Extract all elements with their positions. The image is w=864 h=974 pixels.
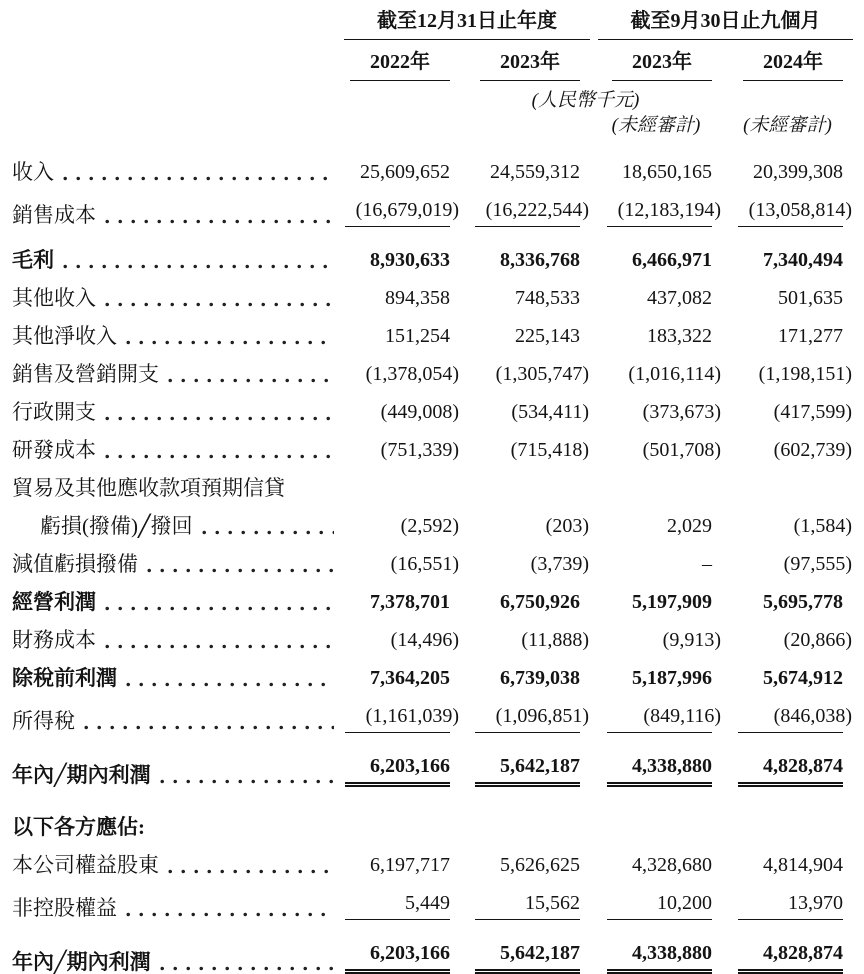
value-cell <box>344 363 460 386</box>
cell-value: 4,814,904 <box>763 854 843 876</box>
unaudited-note-2023: (未經審計) <box>611 115 701 136</box>
cell-value: (751,339) <box>380 439 459 461</box>
cell-value: 4,828,874 <box>763 942 843 964</box>
cell-value: 13,970 <box>788 892 843 914</box>
dot-leader <box>160 779 334 784</box>
table-row <box>12 477 864 500</box>
value-cell <box>722 363 853 386</box>
table-row <box>12 199 864 227</box>
cell-value: 6,466,971 <box>632 249 712 271</box>
value-cell <box>722 705 853 733</box>
cell-value: (1,584) <box>793 515 852 537</box>
value-cell <box>460 553 590 576</box>
value-cell <box>460 401 590 424</box>
cell-value: 171,277 <box>778 325 843 347</box>
cell-value: (16,679,019) <box>355 199 459 221</box>
table-row <box>12 892 864 920</box>
value-cell <box>722 854 853 877</box>
statement-rows <box>12 161 864 974</box>
row-label: 其他淨收入 <box>12 324 117 348</box>
cell-value: (373,673) <box>642 401 721 423</box>
value-cell <box>344 401 460 424</box>
cell-value: (3,739) <box>530 553 589 575</box>
dot-leader <box>105 219 334 224</box>
value-cell <box>344 287 460 310</box>
cell-value: (16,222,544) <box>485 199 589 221</box>
row-label: 行政開支 <box>12 400 96 424</box>
dot-leader <box>126 682 334 687</box>
cell-value: 5,626,625 <box>500 854 580 876</box>
cell-value: 5,674,912 <box>763 667 843 689</box>
year-column-2023-interim: 2023年 <box>612 51 712 81</box>
cell-value: 5,187,996 <box>632 667 712 689</box>
value-cell <box>590 325 722 348</box>
value-cell <box>460 249 590 272</box>
value-cell <box>460 591 590 614</box>
row-label: 非控股權益 <box>12 896 117 920</box>
period-group-header-row <box>12 10 864 40</box>
value-cell <box>590 892 722 920</box>
period-group-annual <box>344 10 590 40</box>
dot-leader <box>63 176 334 181</box>
value-cell <box>344 705 460 733</box>
value-cell <box>722 553 853 576</box>
cell-value: (11,888) <box>521 629 589 651</box>
year-header-row <box>12 51 864 81</box>
table-row <box>12 942 864 974</box>
cell-value: 501,635 <box>778 287 843 309</box>
cell-value: (9,913) <box>662 629 721 651</box>
value-cell <box>590 591 722 614</box>
dot-leader <box>168 378 334 383</box>
year-column-2023: 2023年 <box>480 51 580 81</box>
value-cell <box>590 854 722 877</box>
value-cell <box>722 401 853 424</box>
cell-value: (417,599) <box>773 401 852 423</box>
year-column-2024-interim: 2024年 <box>743 51 843 81</box>
value-cell <box>344 629 460 652</box>
value-cell <box>460 854 590 877</box>
row-label: 經營利潤 <box>12 590 96 614</box>
value-cell <box>722 755 853 787</box>
dot-leader <box>202 530 334 535</box>
cell-value: 18,650,165 <box>622 161 712 183</box>
cell-value: (602,739) <box>773 439 852 461</box>
value-cell <box>590 755 722 787</box>
currency-unit-note: (人民幣千元) <box>531 90 640 111</box>
dot-leader <box>63 264 334 269</box>
table-row <box>12 705 864 733</box>
cell-value: 20,399,308 <box>753 161 843 183</box>
cell-value: (501,708) <box>642 439 721 461</box>
value-cell <box>460 705 590 733</box>
value-cell <box>460 892 590 920</box>
cell-value: (2,592) <box>400 515 459 537</box>
cell-value: (846,038) <box>773 705 852 727</box>
cell-value: (849,116) <box>643 705 721 727</box>
value-cell <box>590 439 722 462</box>
cell-value: (534,411) <box>511 401 589 423</box>
cell-value: (20,866) <box>783 629 852 651</box>
value-cell <box>722 439 853 462</box>
cell-value: 24,559,312 <box>490 161 580 183</box>
cell-value: 15,562 <box>525 892 580 914</box>
value-cell <box>590 401 722 424</box>
unaudited-note-2024: (未經審計) <box>743 115 832 136</box>
row-label: 貿易及其他應收款項預期信貸 <box>12 476 285 500</box>
value-cell <box>722 942 853 974</box>
value-cell <box>722 287 853 310</box>
period-group-interim-label: 截至9月30日止九個月 <box>630 10 821 32</box>
row-label: 銷售成本 <box>12 203 96 227</box>
cell-value: 6,739,038 <box>500 667 580 689</box>
table-row <box>12 816 864 839</box>
value-cell <box>590 667 722 690</box>
cell-value: 748,533 <box>515 287 580 309</box>
cell-value: (16,551) <box>390 553 459 575</box>
cell-value: 8,336,768 <box>500 249 580 271</box>
cell-value: (715,418) <box>510 439 589 461</box>
cell-value: 4,328,680 <box>632 854 712 876</box>
row-label: 收入 <box>12 160 54 184</box>
value-cell <box>344 942 460 974</box>
value-cell <box>590 287 722 310</box>
cell-value: (97,555) <box>783 553 852 575</box>
value-cell <box>344 667 460 690</box>
cell-value: (1,198,151) <box>758 363 852 385</box>
table-row <box>12 401 864 424</box>
cell-value: 4,338,880 <box>632 942 712 964</box>
cell-value: 183,322 <box>647 325 712 347</box>
value-cell <box>590 161 722 184</box>
value-cell <box>344 249 460 272</box>
value-cell <box>460 325 590 348</box>
value-cell <box>722 591 853 614</box>
table-row <box>12 629 864 652</box>
table-row <box>12 755 864 787</box>
dot-leader <box>126 340 334 345</box>
dot-leader <box>105 606 334 611</box>
dot-leader <box>105 416 334 421</box>
cell-value: 437,082 <box>647 287 712 309</box>
row-label: 所得稅 <box>12 709 75 733</box>
cell-value: 6,197,717 <box>370 854 450 876</box>
value-cell <box>344 325 460 348</box>
cell-value: 25,609,652 <box>360 161 450 183</box>
row-label: 本公司權益股東 <box>12 853 159 877</box>
row-label: 減值虧損撥備 <box>12 552 138 576</box>
value-cell <box>460 363 590 386</box>
cell-value: (12,183,194) <box>617 199 721 221</box>
value-cell <box>590 363 722 386</box>
cell-value: 6,203,166 <box>370 942 450 964</box>
cell-value: 10,200 <box>657 892 712 914</box>
unaudited-note-row <box>12 115 864 137</box>
value-cell <box>722 667 853 690</box>
cell-value: 225,143 <box>515 325 580 347</box>
value-cell <box>590 249 722 272</box>
cell-value: 5,642,187 <box>500 942 580 964</box>
dot-leader <box>160 966 334 971</box>
value-cell <box>722 249 853 272</box>
value-cell <box>722 515 853 538</box>
value-cell <box>344 755 460 787</box>
row-label: 毛利 <box>12 248 54 272</box>
cell-value: (203) <box>545 515 589 537</box>
dot-leader <box>147 568 334 573</box>
dot-leader <box>126 912 334 917</box>
value-cell <box>460 942 590 974</box>
row-label: 其他收入 <box>12 286 96 310</box>
value-cell <box>590 629 722 652</box>
row-label: 以下各方應佔: <box>12 815 145 839</box>
unit-note-row <box>12 90 864 112</box>
row-label: 年內╱期內利潤 <box>12 763 151 787</box>
dot-leader <box>84 725 334 730</box>
period-group-annual-label: 截至12月31日止年度 <box>377 10 557 32</box>
table-row <box>12 553 864 576</box>
value-cell <box>722 161 853 184</box>
table-row <box>12 325 864 348</box>
value-cell <box>460 629 590 652</box>
cell-value: 5,642,187 <box>500 755 580 777</box>
cell-value: 7,364,205 <box>370 667 450 689</box>
table-row <box>12 854 864 877</box>
value-cell <box>722 892 853 920</box>
dot-leader <box>105 454 334 459</box>
cell-value: (1,378,054) <box>365 363 459 385</box>
table-row <box>12 667 864 690</box>
value-cell <box>344 161 460 184</box>
cell-value: 5,197,909 <box>632 591 712 613</box>
value-cell <box>460 287 590 310</box>
table-row <box>12 363 864 386</box>
cell-value: 7,340,494 <box>763 249 843 271</box>
table-row <box>12 439 864 462</box>
row-label: 虧損(撥備)╱撥回 <box>40 514 193 538</box>
value-cell <box>344 199 460 227</box>
cell-value: 4,828,874 <box>763 755 843 777</box>
value-cell <box>460 161 590 184</box>
value-cell <box>344 892 460 920</box>
dot-leader <box>105 302 334 307</box>
cell-value: (449,008) <box>380 401 459 423</box>
period-group-interim <box>598 10 853 40</box>
cell-value: (1,161,039) <box>365 705 459 727</box>
table-row <box>12 591 864 614</box>
value-cell <box>590 199 722 227</box>
value-cell <box>344 553 460 576</box>
cell-value: 5,449 <box>405 892 450 914</box>
table-row <box>12 287 864 310</box>
cell-value: 8,930,633 <box>370 249 450 271</box>
value-cell <box>344 515 460 538</box>
cell-value: 2,029 <box>667 515 712 537</box>
value-cell <box>722 629 853 652</box>
cell-value: 5,695,778 <box>763 591 843 613</box>
value-cell <box>460 755 590 787</box>
cell-value: 151,254 <box>385 325 450 347</box>
cell-value: 894,358 <box>385 287 450 309</box>
row-label: 研發成本 <box>12 438 96 462</box>
value-cell <box>460 667 590 690</box>
cell-value: 4,338,880 <box>632 755 712 777</box>
table-row <box>12 515 864 538</box>
row-label: 財務成本 <box>12 628 96 652</box>
value-cell <box>344 439 460 462</box>
dot-leader <box>168 869 334 874</box>
value-cell <box>460 515 590 538</box>
cell-value: (1,016,114) <box>628 363 721 385</box>
value-cell <box>590 553 722 576</box>
value-cell <box>722 325 853 348</box>
table-row <box>12 249 864 272</box>
cell-value: (13,058,814) <box>748 199 852 221</box>
cell-value: 7,378,701 <box>370 591 450 613</box>
value-cell <box>460 439 590 462</box>
cell-value: (1,096,851) <box>495 705 589 727</box>
value-cell <box>590 705 722 733</box>
value-cell <box>722 199 853 227</box>
row-label: 除稅前利潤 <box>12 666 117 690</box>
row-label: 年內╱期內利潤 <box>12 950 151 974</box>
table-row <box>12 161 864 184</box>
cell-value: 6,203,166 <box>370 755 450 777</box>
value-cell <box>344 854 460 877</box>
row-label: 銷售及營銷開支 <box>12 362 159 386</box>
value-cell <box>590 515 722 538</box>
value-cell <box>344 591 460 614</box>
cell-value: (1,305,747) <box>495 363 589 385</box>
cell-value: (14,496) <box>390 629 459 651</box>
value-cell <box>590 942 722 974</box>
year-column-2022: 2022年 <box>350 51 450 81</box>
value-cell <box>460 199 590 227</box>
dot-leader <box>105 644 334 649</box>
cell-value: 6,750,926 <box>500 591 580 613</box>
cell-value: – <box>702 553 712 575</box>
